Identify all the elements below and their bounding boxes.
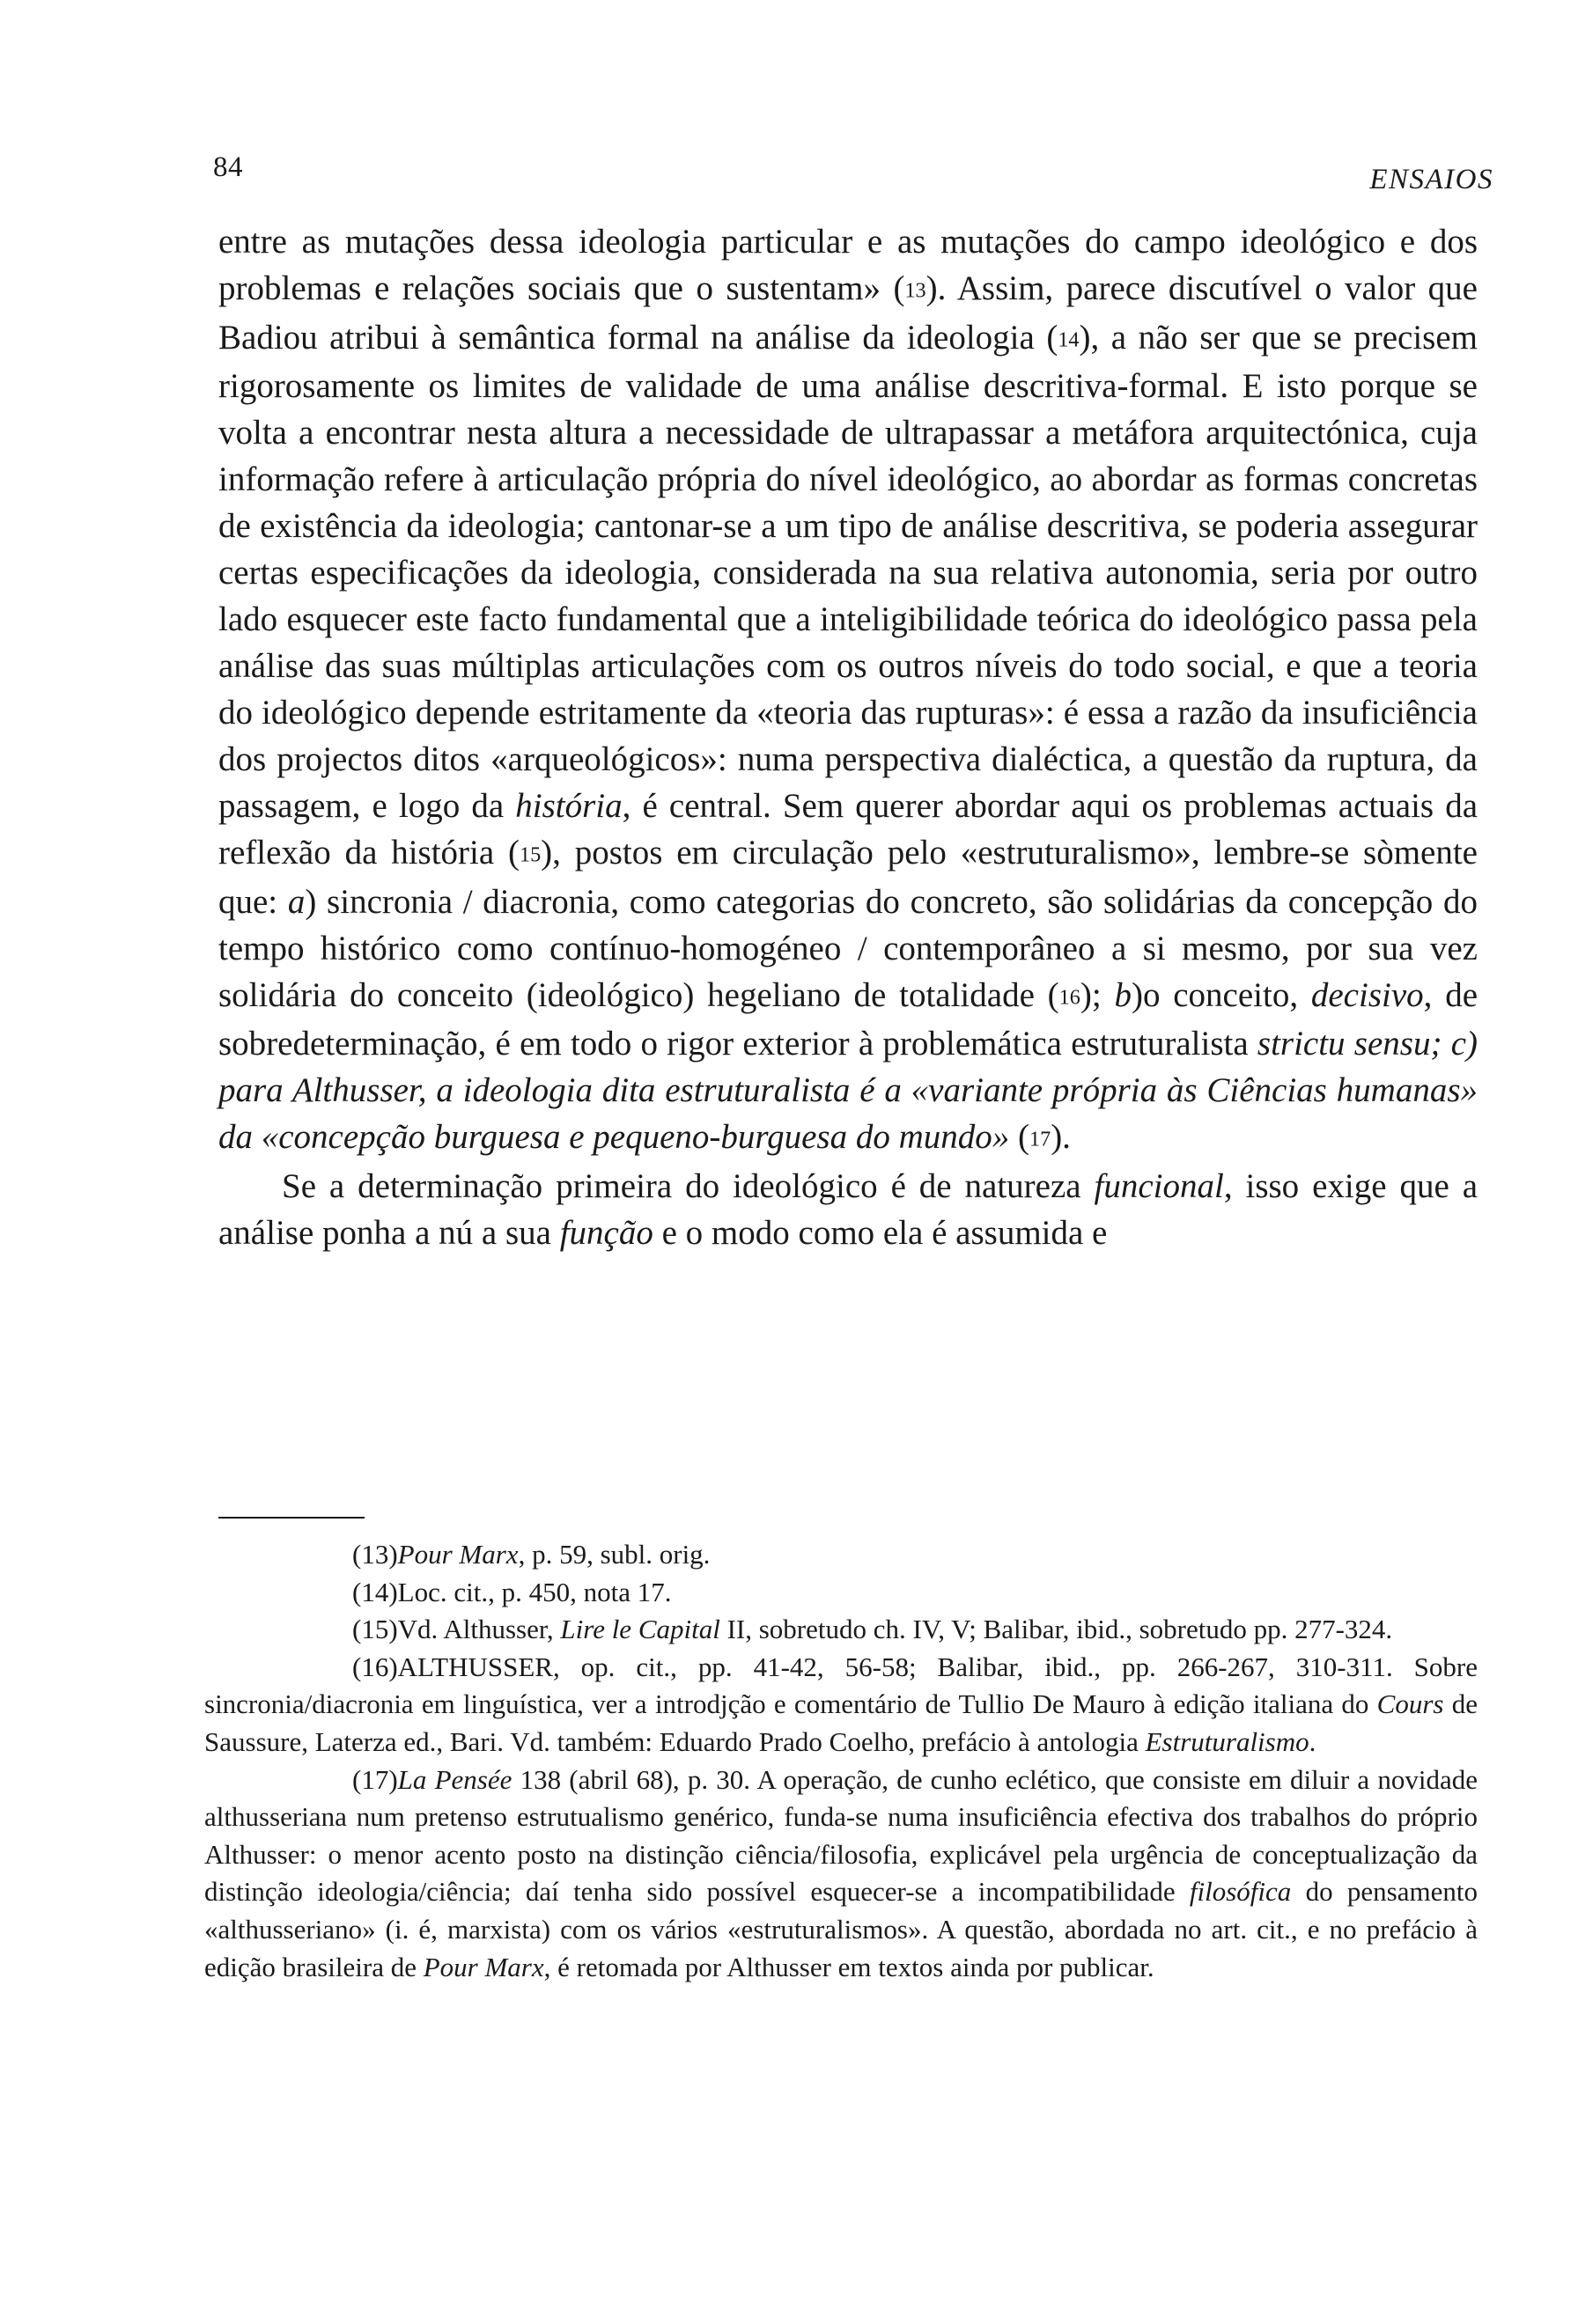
footnote-number: (14) xyxy=(352,1576,398,1607)
work-title: La Pensée xyxy=(397,1763,512,1795)
footnote-number: (13) xyxy=(352,1539,398,1570)
footnote-ref-13: 13 xyxy=(904,278,926,303)
footnote-ref-14: 14 xyxy=(1058,327,1080,352)
emphasis-quotation: strictu sensu; c) para Althusser, a ideologia dita estruturalista é a «variante própria às Ciências humanas» da «concepção burguesa e pequeno-burguesa do mundo» xyxy=(218,1025,1478,1157)
text-run: ), postos em circulação pelo «estruturalismo», lembre-se sòmente que: xyxy=(218,834,1478,921)
text-run: Se a determinação primeira do ideológico é de natureza xyxy=(282,1166,1095,1205)
text-run: ) sincronia / diacronia, como categorias do concreto, são solidárias da concepção do tempo histórico como contínuo-homogéneo / contemporâneo a si mesmo, por sua vez solidária do conceito (ideológico) hegeliano de totalidade ( xyxy=(218,882,1478,1014)
footnote-14 xyxy=(204,1574,1478,1612)
text-run: ); xyxy=(1080,975,1115,1014)
footnote-ref-15: 15 xyxy=(520,842,542,867)
text-run: e o modo como ela é assumida e xyxy=(653,1213,1108,1252)
footnote-divider xyxy=(218,1517,365,1519)
footnote-text: . xyxy=(1309,1725,1316,1757)
work-title: Estruturalismo xyxy=(1145,1725,1309,1757)
text-run: ( xyxy=(1009,1118,1030,1157)
footnote-text: , é retomada por Althusser em textos ainda por publicar. xyxy=(543,1951,1154,1982)
footnote-text: de Saussure, Laterza ed., Bari. Vd. também: Eduardo Prado Coelho, prefácio à antologia xyxy=(204,1688,1478,1757)
text-run: , é central. Sem querer abordar aqui os problemas actuais da reflexão da história ( xyxy=(218,787,1478,872)
footnote-text: ALTHUSSER, op. cit., pp. 41-42, 56-58; Balibar, ibid., pp. 266-267, 310-311. Sobre sincronia/diacronia em linguística, ver a introdjção e comentário de Tullio De Mauro à edição italiana do xyxy=(204,1651,1478,1720)
footnote-text: Loc. cit., p. 450, nota 17. xyxy=(397,1576,672,1607)
footnote-13 xyxy=(204,1536,1478,1574)
emphasis-historia: história xyxy=(515,787,623,826)
text-run: ), a não ser que se precisem rigorosamente os limites de validade de uma análise descritiva-formal. E isto porque se volta a encontrar nesta altura a necessidade de ultrapassar a metáfora arquitectónica, cuja informação refere à articulação própria do nível ideológico, ao abordar as formas concretas de existência da ideologia; cantonar-se a um tipo de análise descritiva, se poderia assegurar certas especificações da ideologia, considerada na sua relativa autonomia, seria por outro lado esquecer este facto fundamental que a inteligibilidade teórica do ideológico passa pela análise das suas múltiplas articulações com os outros níveis do todo social, e que a teoria do ideológico depende estritamente da «teoria das rupturas»: é essa a razão da insuficiência dos projectos ditos «arqueológicos»: numa perspectiva dialéctica, a questão da ruptura, da passagem, e logo da xyxy=(218,318,1478,826)
footnote-text: do pensamento «althusseriano» (i. é, marxista) com os vários «estruturalismos». A questão, abordada no art. cit., e no prefácio à edição brasileira de xyxy=(204,1876,1478,1982)
footnote-number: (17) xyxy=(352,1763,398,1795)
footnotes xyxy=(204,1536,1478,1986)
footnote-ref-16: 16 xyxy=(1058,985,1080,1010)
footnote-number: (16) xyxy=(352,1651,398,1682)
running-head: ENSAIOS xyxy=(1369,164,1493,195)
footnote-number: (15) xyxy=(352,1614,398,1645)
text-run: )o conceito, xyxy=(1131,975,1311,1014)
list-marker-a: a xyxy=(287,882,306,921)
footnote-text: II, sobretudo ch. IV, V; Balibar, ibid., sobretudo pp. 277-324. xyxy=(719,1614,1393,1645)
work-title: Pour Marx xyxy=(423,1951,544,1982)
footnote-16 xyxy=(204,1649,1478,1761)
work-title: Pour Marx xyxy=(397,1539,519,1570)
text-run: , isso exige que a análise ponha a nú a sua xyxy=(218,1166,1478,1252)
footnote-text: , p. 59, subl. orig. xyxy=(518,1539,711,1570)
emphasis-filosofica: filosófica xyxy=(1189,1876,1292,1908)
paragraph-1 xyxy=(218,218,1478,1163)
text-run: ). Assim, parece discutível o valor que Badiou atribui à semântica formal na análise da ideologia ( xyxy=(218,269,1478,357)
emphasis-funcao: função xyxy=(559,1213,653,1252)
footnote-text: 138 (abril 68), p. 30. A operação, de cunho eclético, que consiste em diluir a novidade althusseriana num pretenso estrutualismo genérico, funda-se numa insuficiência efectiva dos trabalhos do próprio Althusser: o menor acento posto na distinção ciência/filosofia, explicável pela urgência de conceptualização da distinção ideologia/ciência; daí tenha sido possível esquecer-se a incompatibilidade xyxy=(204,1763,1478,1908)
body-text xyxy=(218,218,1478,1256)
page-number: 84 xyxy=(213,151,243,183)
footnote-17 xyxy=(204,1761,1478,1987)
emphasis-funcional: funcional xyxy=(1094,1166,1224,1205)
emphasis-decisivo: decisivo xyxy=(1310,975,1424,1014)
paragraph-2 xyxy=(218,1163,1478,1256)
work-title: Lire le Capital xyxy=(560,1614,720,1645)
text-run: ). xyxy=(1051,1118,1071,1157)
footnote-ref-17: 17 xyxy=(1029,1127,1051,1151)
text-run: , de sobredeterminação, é em todo o rigor exterior à problemática estruturalista xyxy=(218,975,1478,1063)
work-title: Cours xyxy=(1376,1688,1444,1720)
footnote-15 xyxy=(204,1611,1478,1649)
list-marker-b: b xyxy=(1114,975,1132,1014)
text-run: entre as mutações dessa ideologia particular e as mutações do campo ideológico e dos problemas e relações sociais que o sustentam» ( xyxy=(218,223,1478,307)
footnote-text: Vd. Althusser, xyxy=(397,1614,561,1645)
